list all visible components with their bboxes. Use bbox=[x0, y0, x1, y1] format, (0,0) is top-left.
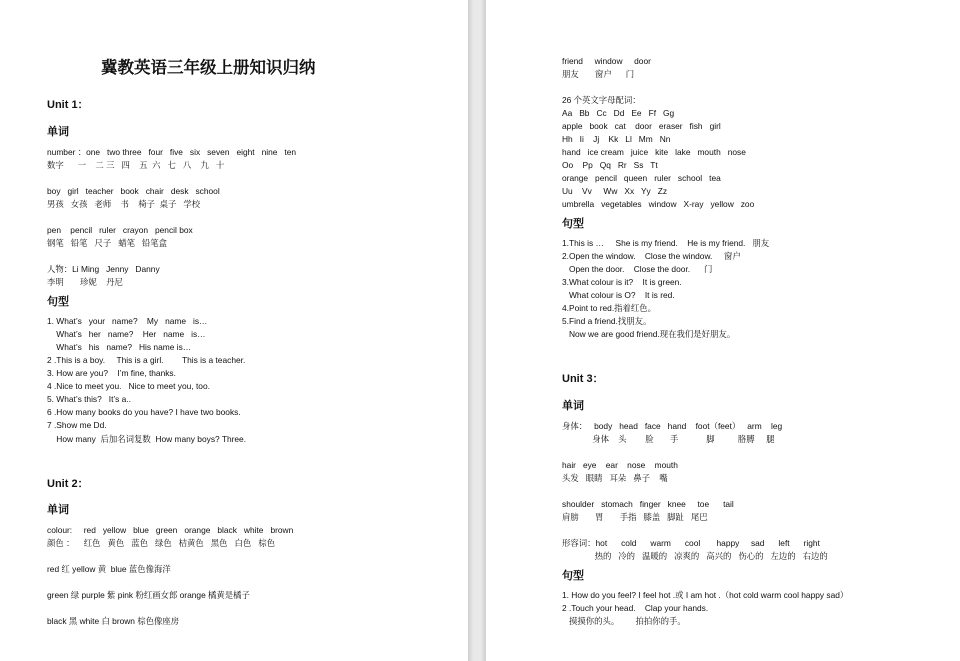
unit3-line: 热的 冷的 温暖的 凉爽的 高兴的 伤心的 左边的 右边的 bbox=[562, 551, 828, 561]
unit1-sentence: 5. What’s this? It’s a.. bbox=[47, 394, 131, 404]
alphabet-line: Hh Ii Jj Kk Ll Mm Nn bbox=[562, 134, 671, 144]
unit1-sentence: 6 .How many books do you have? I have two books. bbox=[47, 407, 241, 417]
unit2-sentence: 1.This is … She is my friend. He is my friend. 朋友 bbox=[562, 238, 770, 248]
unit2-sentence: 5.Find a friend.找朋友。 bbox=[562, 316, 652, 326]
unit3-line: 肩膀 胃 手指 膝盖 脚趾 尾巴 bbox=[562, 512, 708, 522]
document-title: 冀教英语三年级上册知识归纳 bbox=[101, 58, 316, 77]
unit3-sentence: 1. How do you feel? I feel hot .或 I am hot .（hot cold warm cool happy sad） bbox=[562, 590, 849, 600]
unit3-words-heading: 单词 bbox=[562, 399, 584, 412]
unit1-sentence: 7 .Show me Dd. bbox=[47, 420, 107, 430]
unit3-line: 形容词：hot cold warm cool happy sad left right bbox=[562, 538, 820, 548]
right-line: friend window door bbox=[562, 56, 651, 66]
unit2-sentence: 2.Open the window. Close the window. 窗户 bbox=[562, 251, 741, 261]
unit1-line: 男孩 女孩 老师 书 椅子 桌子 学校 bbox=[47, 199, 201, 209]
unit2-sentences-heading: 句型 bbox=[562, 217, 584, 230]
unit1-line: 人物：Li Ming Jenny Danny bbox=[47, 264, 160, 274]
right-line: 朋友 窗户 门 bbox=[562, 69, 635, 79]
unit1-sentence: 2 .This is a boy. This is a girl. This is a teacher. bbox=[47, 355, 246, 365]
unit2-line: colour: red yellow blue green orange black white brown bbox=[47, 525, 294, 535]
unit1-sentences-heading: 句型 bbox=[47, 295, 69, 308]
unit2-line: black 黑 white 白 brown 棕色像座房 bbox=[47, 616, 180, 626]
unit3-line: hair eye ear nose mouth bbox=[562, 460, 678, 470]
unit2-heading: Unit 2： bbox=[47, 478, 89, 490]
unit1-words-heading: 单词 bbox=[47, 125, 69, 138]
unit3-sentence: 摸摸你的头。 拍拍你的手。 bbox=[562, 616, 686, 626]
unit1-line: 钢笔 铅笔 尺子 蜡笔 铅笔盒 bbox=[47, 238, 168, 248]
alphabet-line: apple book cat door eraser fish girl bbox=[562, 121, 721, 131]
unit3-sentences-heading: 句型 bbox=[562, 569, 584, 582]
unit2-sentence: 4.Point to red.指着红色。 bbox=[562, 303, 657, 313]
unit3-line: 身体 头 脸 手 脚 胳膊 腿 bbox=[562, 434, 775, 444]
unit1-heading: Unit 1： bbox=[47, 99, 89, 111]
unit1-line: 李明 珍妮 丹尼 bbox=[47, 277, 123, 287]
alphabet-line: Oo Pp Qq Rr Ss Tt bbox=[562, 160, 658, 170]
unit2-sentence: Now we are good friend.现在我们是好朋友。 bbox=[562, 329, 736, 339]
unit1-line: number ：one two three four five six seven eight nine ten bbox=[47, 147, 297, 157]
unit1-line: 数字 一 二 三 四 五 六 七 八 九 十 bbox=[47, 160, 225, 170]
alphabet-heading: 26 个英文字母配词： bbox=[562, 95, 641, 105]
unit1-sentence: 1. What’s your name? My name is… bbox=[47, 316, 208, 326]
unit2-sentence: What colour is O? It is red. bbox=[562, 290, 675, 300]
unit3-sentence: 2 .Touch your head. Clap your hands. bbox=[562, 603, 709, 613]
unit2-line: green 绿 purple 紫 pink 粉红画女郎 orange 橘黄是橘子 bbox=[47, 590, 250, 600]
unit1-sentence: 4 .Nice to meet you. Nice to meet you, too. bbox=[47, 381, 210, 391]
unit3-line: shoulder stomach finger knee toe tail bbox=[562, 499, 734, 509]
unit1-sentence: How many 后加名词复数 How many boys? Three. bbox=[47, 434, 247, 444]
unit2-line: 颜色 ： 红色 黄色 蓝色 绿色 桔黄色 黑色 白色 棕色 bbox=[47, 538, 275, 548]
unit2-sentence: Open the door. Close the door. 门 bbox=[562, 264, 713, 274]
unit2-line: red 红 yellow 黄 blue 蓝色像海洋 bbox=[47, 564, 171, 574]
alphabet-line: orange pencil queen ruler school tea bbox=[562, 173, 721, 183]
alphabet-line: Aa Bb Cc Dd Ee Ff Gg bbox=[562, 108, 675, 118]
alphabet-line: Uu Vv Ww Xx Yy Zz bbox=[562, 186, 668, 196]
left-page bbox=[0, 0, 468, 661]
unit2-sentence: 3.What colour is it? It is green. bbox=[562, 277, 682, 287]
unit3-line: 头发 眼睛 耳朵 鼻子 嘴 bbox=[562, 473, 668, 483]
unit1-line: boy girl teacher book chair desk school bbox=[47, 186, 220, 196]
unit3-heading: Unit 3： bbox=[562, 373, 604, 385]
unit3-line: 身体： body head face hand foot（feet） arm leg bbox=[562, 421, 783, 431]
unit1-line: pen pencil ruler crayon pencil box bbox=[47, 225, 193, 235]
right-page bbox=[486, 0, 960, 661]
unit2-words-heading: 单词 bbox=[47, 503, 69, 516]
unit1-sentence: What’s his name? His name is… bbox=[47, 342, 192, 352]
unit1-sentence: 3. How are you? I’m fine, thanks. bbox=[47, 368, 176, 378]
alphabet-line: umbrella vegetables window X-ray yellow zoo bbox=[562, 199, 755, 209]
unit1-sentence: What’s her name? Her name is… bbox=[47, 329, 206, 339]
page-gutter bbox=[468, 0, 486, 661]
alphabet-line: hand ice cream juice kite lake mouth nose bbox=[562, 147, 746, 157]
